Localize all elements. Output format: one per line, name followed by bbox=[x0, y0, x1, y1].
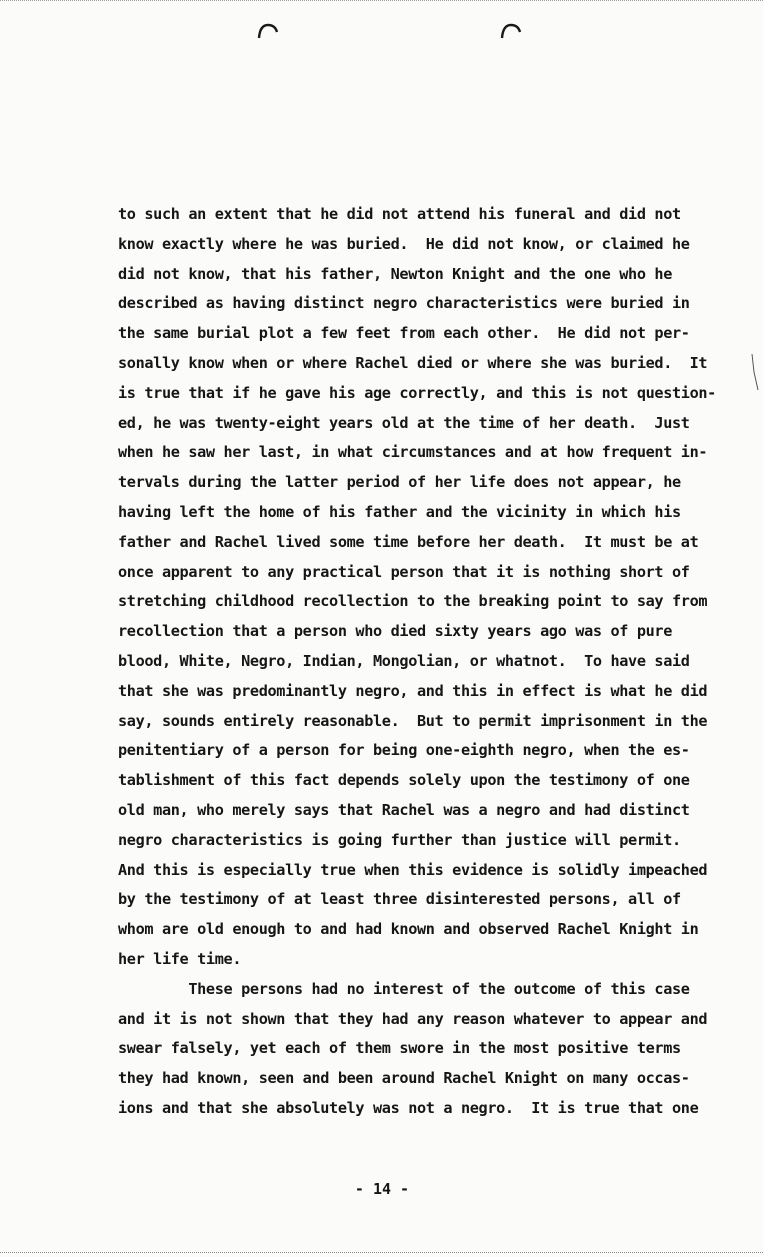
body-line: father and Rachel lived some time before her death. It must be at bbox=[118, 532, 699, 551]
body-line: And this is especially true when this evidence is solidly impeached bbox=[118, 860, 708, 879]
punch-hole-mark-left bbox=[257, 22, 279, 40]
body-line: by the testimony of at least three disinterested persons, all of bbox=[118, 890, 681, 909]
body-line: negro characteristics is going further than justice will permit. bbox=[118, 830, 681, 849]
body-line: old man, who merely says that Rachel was a negro and had distinct bbox=[118, 800, 690, 819]
body-line: tablishment of this fact depends solely upon the testimony of one bbox=[118, 771, 690, 790]
margin-pencil-mark bbox=[750, 352, 760, 392]
body-line: These persons had no interest of the outcome of this case bbox=[118, 979, 690, 998]
bottom-page-edge bbox=[0, 1252, 763, 1255]
body-line: they had known, seen and been around Rachel Knight on many occas- bbox=[118, 1069, 690, 1088]
document-body bbox=[118, 200, 730, 1124]
body-line: her life time. bbox=[118, 949, 242, 968]
body-line: know exactly where he was buried. He did not know, or claimed he bbox=[118, 234, 690, 253]
punch-hole-mark-right bbox=[500, 22, 522, 40]
body-line: penitentiary of a person for being one-eighth negro, when the es- bbox=[118, 741, 690, 760]
top-page-edge bbox=[0, 0, 763, 3]
body-line: that she was predominantly negro, and this in effect is what he did bbox=[118, 681, 708, 700]
body-line: once apparent to any practical person that it is nothing short of bbox=[118, 562, 690, 581]
body-line: tervals during the latter period of her life does not appear, he bbox=[118, 473, 681, 492]
body-line: say, sounds entirely reasonable. But to permit imprisonment in the bbox=[118, 711, 708, 730]
body-line: to such an extent that he did not attend his funeral and did not bbox=[118, 205, 681, 223]
body-line: ed, he was twenty-eight years old at the time of her death. Just bbox=[118, 413, 690, 432]
body-line: did not know, that his father, Newton Knight and the one who he bbox=[118, 264, 673, 283]
body-line: blood, White, Negro, Indian, Mongolian, or whatnot. To have said bbox=[118, 651, 690, 670]
page-number: - 14 - bbox=[354, 1180, 410, 1198]
body-line: sonally know when or where Rachel died or where she was buried. It bbox=[118, 353, 708, 372]
body-line: ions and that she absolutely was not a negro. It is true that one bbox=[118, 1098, 699, 1117]
body-line: and it is not shown that they had any reason whatever to appear and bbox=[118, 1009, 708, 1028]
body-line: having left the home of his father and the vicinity in which his bbox=[118, 502, 681, 521]
body-line: stretching childhood recollection to the breaking point to say from bbox=[118, 592, 708, 611]
body-line: is true that if he gave his age correctly, and this is not question- bbox=[118, 383, 716, 402]
body-line: when he saw her last, in what circumstances and at how frequent in- bbox=[118, 443, 708, 462]
body-line: swear falsely, yet each of them swore in the most positive terms bbox=[118, 1039, 681, 1058]
body-line: recollection that a person who died sixty years ago was of pure bbox=[118, 622, 673, 641]
body-line: the same burial plot a few feet from each other. He did not per- bbox=[118, 324, 690, 343]
body-line: described as having distinct negro characteristics were buried in bbox=[118, 294, 690, 313]
body-line: whom are old enough to and had known and observed Rachel Knight in bbox=[118, 920, 699, 939]
